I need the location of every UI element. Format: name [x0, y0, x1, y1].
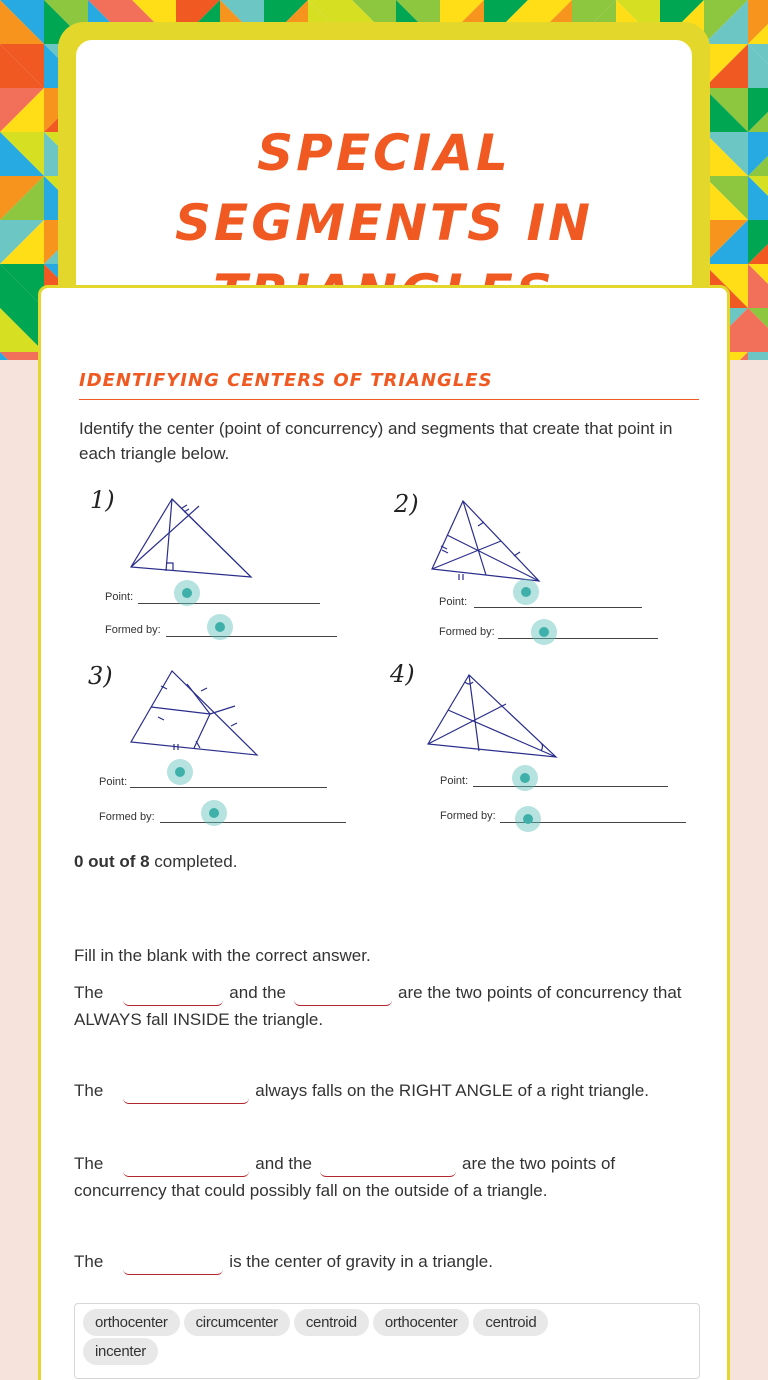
triangle-figure: [86, 486, 706, 848]
formed-by-label-1: Formed by:: [105, 624, 161, 636]
question-3: [74, 1150, 704, 1204]
word-chip[interactable]: incenter: [83, 1338, 158, 1365]
worksheet: [38, 285, 730, 1380]
point-label-3: Point:: [99, 776, 128, 788]
triangle-3: [131, 671, 257, 755]
triangle-1: [131, 499, 251, 577]
question-1: [74, 979, 704, 1033]
formed-by-label-3: Formed by:: [99, 811, 155, 823]
hotspot-point-3[interactable]: [167, 759, 193, 785]
answer-line: [474, 607, 642, 608]
point-label-4: Point:: [440, 775, 469, 787]
hotspot-point-2[interactable]: [513, 579, 539, 605]
word-chip[interactable]: orthocenter: [83, 1309, 180, 1336]
triangle-2: [432, 501, 539, 581]
fill-in-instructions: Fill in the blank with the correct answer.: [74, 946, 371, 965]
progress-status: [74, 852, 237, 872]
formed-by-label-2: Formed by:: [439, 626, 495, 638]
q4-text-a: The: [74, 1252, 104, 1271]
problem-number-1: 1): [90, 486, 115, 514]
hotspot-formed-by-3[interactable]: [201, 800, 227, 826]
answer-line: [166, 636, 337, 637]
answer-line: [130, 787, 327, 788]
q2-blank-1[interactable]: [123, 1080, 249, 1104]
pattern-tile: [748, 352, 768, 360]
answer-line: [498, 638, 658, 639]
point-label-2: Point:: [439, 596, 468, 608]
problem-number-3: 3): [88, 662, 113, 690]
q1-text-a: The: [74, 983, 104, 1002]
q4-blank-1[interactable]: [123, 1251, 223, 1275]
progress-count: 0 out of 8: [74, 852, 150, 871]
q4-text-b: is the center of gravity in a triangle.: [229, 1252, 493, 1271]
word-chip[interactable]: circumcenter: [184, 1309, 290, 1336]
title-card-inner: [74, 38, 694, 322]
section-title: IDENTIFYING CENTERS OF TRIANGLES: [79, 370, 699, 400]
problem-number-2: 2): [394, 490, 419, 518]
question-2: [74, 1077, 704, 1104]
q1-text-c: are the two points of concurrency that ALWAYS fall INSIDE the triangle.: [74, 983, 682, 1029]
hotspot-point-4[interactable]: [512, 765, 538, 791]
q3-blank-2[interactable]: [320, 1153, 456, 1177]
answer-line: [160, 822, 346, 823]
formed-by-label-4: Formed by:: [440, 810, 496, 822]
page-title: SPECIAL SEGMENTS IN: [175, 124, 593, 252]
word-chip[interactable]: orthocenter: [373, 1309, 470, 1336]
progress-suffix: completed.: [149, 852, 238, 871]
q3-text-b: and the: [255, 1154, 313, 1173]
problem-number-4: 4): [390, 660, 415, 688]
word-bank: [74, 1303, 700, 1379]
point-label-1: Point:: [105, 591, 134, 603]
q2-text-a: The: [74, 1081, 104, 1100]
hotspot-formed-by-2[interactable]: [531, 619, 557, 645]
q1-blank-1[interactable]: [123, 982, 223, 1006]
answer-line: [138, 603, 320, 604]
q3-text-c: are the two points of concurrency that could possibly fall on the outside of a triangle.: [74, 1154, 616, 1200]
q3-blank-1[interactable]: [123, 1153, 249, 1177]
answer-line: [473, 786, 668, 787]
hotspot-formed-by-4[interactable]: [515, 806, 541, 832]
instructions: Identify the center (point of concurrency) and segments that create that point in each triangle below.: [79, 419, 673, 463]
triangle-4: [428, 675, 556, 757]
q1-text-b: and the: [229, 983, 287, 1002]
q3-text-a: The: [74, 1154, 104, 1173]
title-card: [58, 22, 710, 322]
question-4: [74, 1248, 704, 1275]
q1-blank-2[interactable]: [294, 982, 392, 1006]
hotspot-formed-by-1[interactable]: [207, 614, 233, 640]
q2-text-b: always falls on the RIGHT ANGLE of a right triangle.: [255, 1081, 649, 1100]
word-chip[interactable]: centroid: [294, 1309, 369, 1336]
word-chip[interactable]: centroid: [473, 1309, 548, 1336]
hotspot-point-1[interactable]: [174, 580, 200, 606]
